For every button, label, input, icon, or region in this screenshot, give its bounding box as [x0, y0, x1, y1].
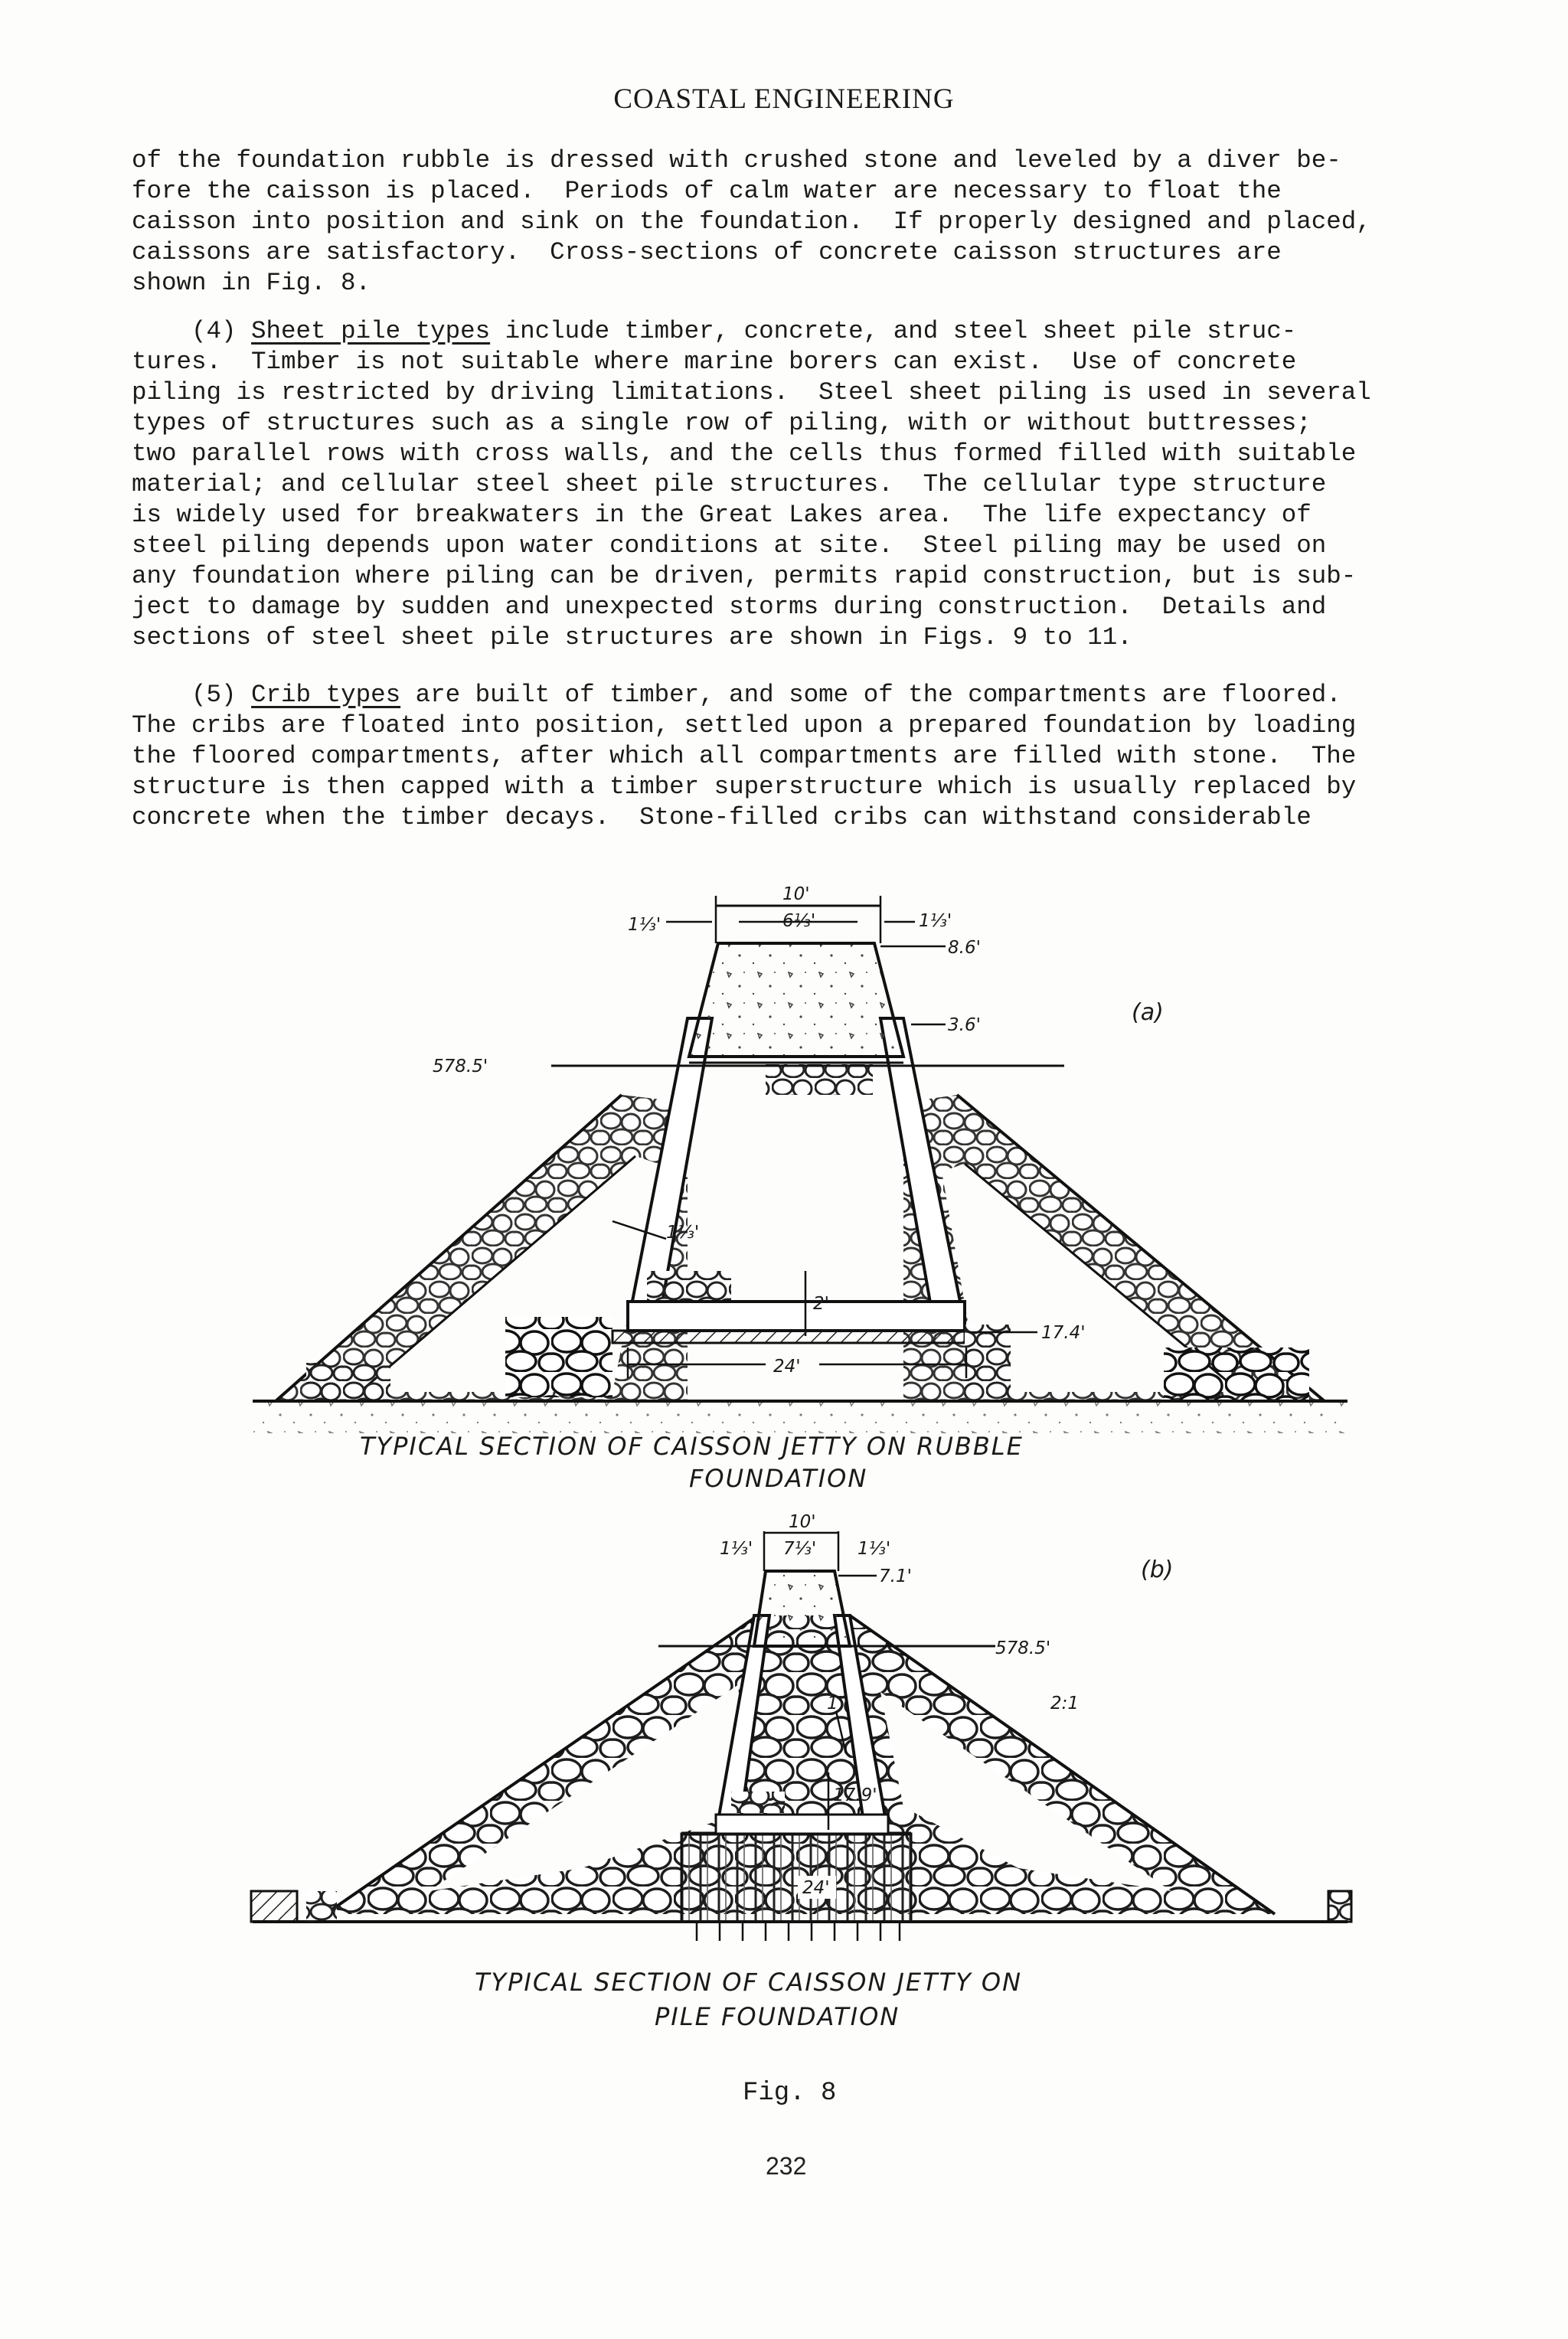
text-line: fore the caisson is placed. Periods of calm water are necessary to float the: [132, 177, 1282, 205]
caisson-floor: [628, 1302, 965, 1331]
toe-block-right: [1328, 1891, 1351, 1922]
text-line: structure is then capped with a timber superstructure which is usually replaced by: [132, 773, 1357, 801]
text-line: is widely used for breakwaters in the Great Lakes area. The life expectancy of: [132, 501, 1312, 529]
dim-batter: 1': [827, 1694, 843, 1713]
toe-rubble-left: [306, 1891, 337, 1922]
dim-top-elev: 7.1': [879, 1566, 912, 1586]
dim-top-elev: 8.6': [948, 938, 981, 958]
text-line: caisson into position and sink on the foundation. If properly designed and placed,: [132, 207, 1371, 236]
dim-top-width: 10': [789, 1512, 816, 1532]
text-line: material; and cellular steel sheet pile structures. The cellular type structure: [132, 470, 1327, 498]
dim-left-offset: 1⅓': [720, 1539, 753, 1559]
text-line: any foundation where piling can be driven, permits rapid construction, but is sub-: [132, 562, 1357, 590]
text-fragment: are built of timber, and some of the compartments are floored.: [400, 681, 1341, 709]
text-line: concrete when the timber decays. Stone-filled cribs can withstand considerable: [132, 803, 1312, 831]
water-level-label: 578.5': [995, 1638, 1051, 1658]
seabed-sand: [253, 1403, 1348, 1433]
caption-b-line1: TYPICAL SECTION OF CAISSON JETTY ON: [475, 1968, 1023, 1997]
dim-top-width: 10': [782, 884, 810, 904]
rubble-toe-right: [965, 1325, 1011, 1397]
rubble-toe-far-right: [1164, 1348, 1309, 1400]
figure-a-caisson-on-rubble: [253, 884, 1348, 1493]
base-slab: [612, 1331, 965, 1343]
text-fragment: include timber, concrete, and steel sheet pile struc-: [490, 317, 1297, 345]
item-number: (4): [191, 317, 237, 345]
text-line: steel piling depends upon water conditions at site. Steel piling may be used on: [132, 531, 1327, 560]
text-line: types of structures such as a single row of piling, with or without buttresses;: [132, 409, 1312, 437]
dim-base-width: 24': [802, 1878, 830, 1898]
page-number: 232: [766, 2152, 807, 2180]
concrete-cap: [754, 1571, 850, 1646]
text-line: tures. Timber is not suitable where marine borers can exist. Use of concrete: [132, 348, 1297, 376]
caisson-floor: [716, 1815, 888, 1834]
dim-base-thickness: 2': [813, 1294, 829, 1314]
dim-depth: 17.9': [833, 1785, 877, 1805]
dim-cap-depth: 3.6': [948, 1015, 981, 1035]
dim-wall-thickness: 1⅓': [666, 1223, 700, 1243]
text-line: The cribs are floated into position, settled upon a prepared foundation by loading: [132, 711, 1357, 740]
text-line: sections of steel sheet pile structures are shown in Figs. 9 to 11.: [132, 623, 1132, 652]
dim-slope: 2:1: [1050, 1694, 1080, 1713]
interior-rubble-top: [766, 1064, 873, 1095]
text-line: of the foundation rubble is dressed with crushed stone and leveled by a diver be-: [132, 146, 1341, 175]
rubble-toe-far-left: [306, 1363, 390, 1400]
text-line: the floored compartments, after which all compartments are filled with stone. The: [132, 742, 1357, 770]
dim-right-offset: 1⅓': [919, 911, 952, 931]
caption-b-line2: PILE FOUNDATION: [655, 2002, 900, 2031]
text-line: piling is restricted by driving limitations. Steel sheet piling is used in several: [132, 378, 1371, 407]
text-line: two parallel rows with cross walls, and the cells thus formed filled with suitable: [132, 439, 1357, 468]
text-line: shown in Fig. 8.: [132, 269, 371, 297]
figure-b-caisson-on-piles: [251, 1512, 1351, 2031]
pile-group: [681, 1834, 911, 1922]
panel-label-b: (b): [1141, 1557, 1174, 1583]
rubble-toe-left: [505, 1317, 612, 1397]
figure-label: Fig. 8: [743, 2079, 837, 2108]
section-heading: Sheet pile types: [251, 317, 491, 345]
caption-a-line2: FOUNDATION: [689, 1464, 868, 1493]
panel-label-a: (a): [1132, 999, 1164, 1026]
toe-block-left: [251, 1891, 297, 1922]
dim-base-width: 24': [773, 1357, 801, 1377]
caption-a-line1: TYPICAL SECTION OF CAISSON JETTY ON RUBBLE: [360, 1432, 1024, 1461]
dim-left-offset: 1⅓': [628, 915, 662, 935]
interior-rubble: [647, 1271, 731, 1300]
interior-rubble: [731, 1792, 785, 1813]
dim-inner-width: 7⅓': [783, 1539, 817, 1559]
dim-right-offset: 1⅓': [858, 1539, 891, 1559]
item-number: (5): [191, 681, 237, 709]
text-line: ject to damage by sudden and unexpected storms during construction. Details and: [132, 593, 1327, 621]
pile-tips: [697, 1922, 900, 1941]
concrete-cap: [689, 943, 903, 1057]
running-head: COASTAL ENGINEERING: [613, 83, 955, 115]
water-level-label: 578.5': [433, 1057, 488, 1076]
dim-inner-width: 6⅓': [782, 911, 816, 931]
dim-depth: 17.4': [1041, 1323, 1086, 1343]
text-line: caissons are satisfactory. Cross-sections of concrete caisson structures are: [132, 238, 1282, 266]
section-heading: Crib types: [251, 681, 401, 709]
